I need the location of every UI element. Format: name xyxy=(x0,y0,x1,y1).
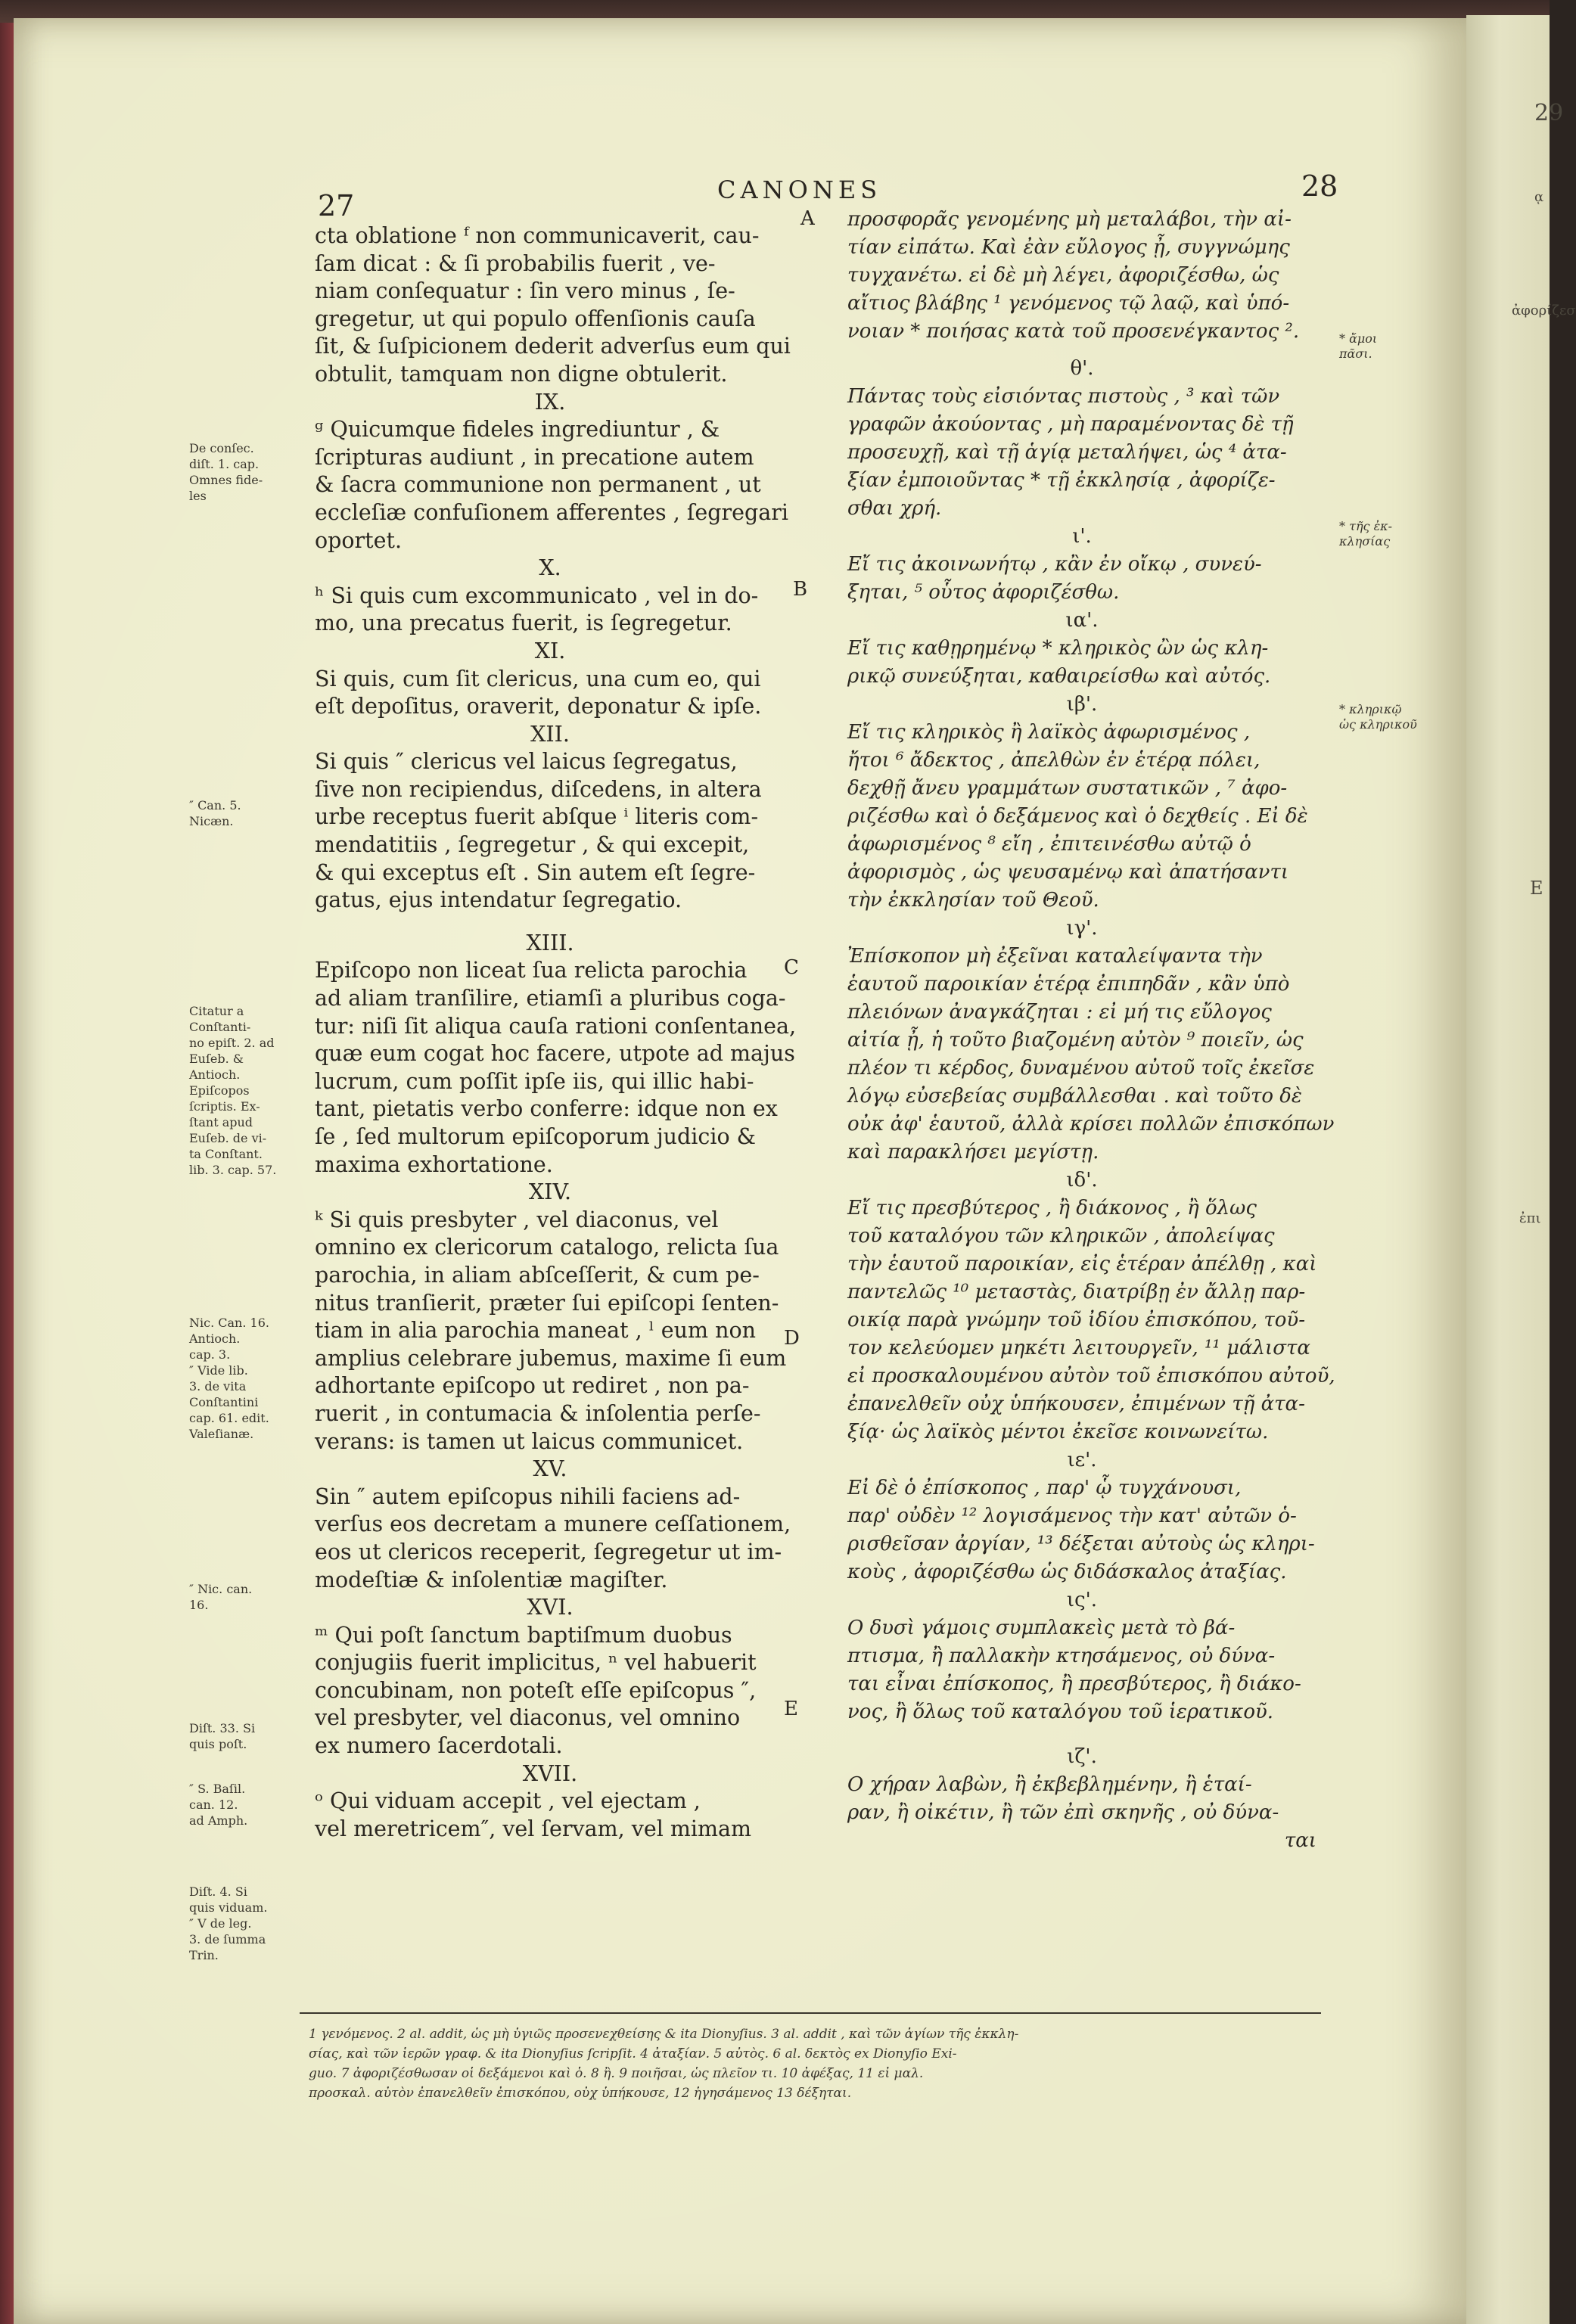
latin-line: parochia, in aliam abſceſſerit, & cum pe- xyxy=(315,1262,760,1288)
margin-note-line: Antioch. xyxy=(189,1331,241,1346)
margin-note-line: ſtant apud xyxy=(189,1115,253,1129)
latin-line: ᵐ Qui poſt ſanctum baptiſmum duobus xyxy=(315,1622,732,1648)
greek-line: τίαν εἰπάτω. Καὶ ἐὰν εὔλογος ᾖ, συγγνώμης xyxy=(847,236,1290,259)
margin-note-line: Diſt. 33. Si xyxy=(189,1721,256,1735)
margin-note-line: Diſt. 4. Si xyxy=(189,1884,247,1899)
latin-line: ſit, & ſuſpicionem dederit adverſus eum qui xyxy=(315,334,791,359)
latin-line: ad aliam tranſilire, etiamſi a pluribus cogа- xyxy=(315,986,786,1011)
book-cover-edge xyxy=(0,23,15,2324)
margin-note xyxy=(1339,331,1453,362)
facing-page-fragment: ἀφορίζεσ xyxy=(1512,303,1576,318)
margin-note-line: ſcriptis. Ex- xyxy=(189,1099,260,1114)
latin-line: omnino ex clericorum catalogo, relicta ſua xyxy=(315,1235,779,1260)
margin-note-line: De conſec. xyxy=(189,441,254,455)
section-marker: B xyxy=(793,578,808,601)
margin-note xyxy=(189,1781,288,1828)
facing-page-edge xyxy=(1466,15,1576,2324)
greek-line: οικίᾳ παρὰ γνώμην τοῦ ἰδίου ἐπισκόπου, τοῦ- xyxy=(847,1309,1306,1331)
greek-canon-number: ιε'. xyxy=(1067,1449,1097,1471)
latin-line: ᵍ Quicumque fideles ingrediuntur , & xyxy=(315,417,720,443)
latin-line: gregetur, ut qui populo offenſionis cauſa xyxy=(315,306,756,331)
margin-note-line: * τῆς ἐκ- xyxy=(1339,519,1393,533)
canon-heading: XVII. xyxy=(522,1760,578,1786)
footnotes xyxy=(309,2024,1330,2103)
greek-canon-number: ιζ'. xyxy=(1067,1745,1097,1768)
greek-line: ρισθεῖσαν ἀργίαν, ¹³ δέξεται αὐτοὺς ὡς κληρι- xyxy=(847,1533,1315,1555)
latin-line: mo, una precatus fuerit, is ſegregetur. xyxy=(315,611,732,636)
latin-line: obtulit, tamquam non digne obtulerit. xyxy=(315,361,728,387)
margin-note-line: 3. de vita xyxy=(189,1379,247,1393)
latin-line: concubinam, non poteſt eſſe epiſcopus ″, xyxy=(315,1677,757,1703)
latin-line: Si quis ″ clericus vel laicus ſegregatus, xyxy=(315,749,738,775)
greek-line: αἰτία ᾖ, ἡ τοῦτο βιαζομένη αὐτὸν ⁹ ποιεῖν, ὡς xyxy=(847,1029,1304,1052)
latin-line: ex numero ſacerdotali. xyxy=(315,1733,563,1759)
section-marker: D xyxy=(784,1327,800,1350)
margin-note-line: Citatur a xyxy=(189,1004,244,1018)
canon-heading: XV. xyxy=(533,1456,567,1482)
facing-page-fragment: ἐπι xyxy=(1519,1210,1541,1226)
greek-line: κοὺς , ἀφοριζέσθω ὡς διδάσκαλος ἀταξίας. xyxy=(847,1561,1287,1583)
margin-note-line: Epiſcopos xyxy=(189,1083,250,1098)
greek-line: Εἴ τις ἀκοινωνήτῳ , κἂν ἐν οἴκῳ , συνεύ- xyxy=(847,553,1262,576)
margin-note-line: ″ S. Baſil. xyxy=(189,1782,246,1796)
greek-canon-number: θ'. xyxy=(1070,357,1094,380)
margin-note xyxy=(189,1884,288,1963)
latin-line: mendatitiis , ſegregetur , & qui excepit, xyxy=(315,832,750,858)
latin-line: modeſtiæ & inſolentiæ magiſter. xyxy=(315,1567,668,1592)
greek-canon-number: ις'. xyxy=(1066,1589,1098,1611)
latin-line: cta oblatione ᶠ non communicaverit, cau- xyxy=(315,223,760,248)
greek-line: ἀφορισμὸς , ὡς ψευσαμένῳ καὶ ἀπατήσαντι xyxy=(847,861,1289,884)
greek-line: δεχθῇ ἄνευ γραμμάτων συστατικῶν , ⁷ ἀφο- xyxy=(847,777,1288,800)
footnote-line: 1 γενόμενος. 2 al. addit, ὡς μὴ ὑγιῶς προσενεχθείσης & ita Dionyſius. 3 al. addit , καὶ τῶν ἁγίων τῆς ἐκκλη- xyxy=(309,2027,1019,2042)
latin-line: ᵒ Qui viduam accepit , vel ejectam , xyxy=(315,1788,701,1814)
footnote-line: guo. 7 ἀφοριζέσθωσαν οἱ δεξάμενοι καὶ ὁ. 8 ἢ. 9 ποιῆσαι, ὡς πλεῖον τι. 10 ἀφέξας, 11 εἰ μαλ. xyxy=(309,2066,924,2081)
greek-line: εἰ προσκαλουμένου αὐτὸν τοῦ ἐπισκόπου αὐτοῦ, xyxy=(847,1365,1335,1387)
margin-note-line: cap. 61. edit. xyxy=(189,1411,269,1425)
latin-line: conjugiis fuerit implicitus, ⁿ vel habuerit xyxy=(315,1650,757,1676)
latin-line: verans: is tamen ut laicus communicet. xyxy=(315,1428,744,1454)
latin-line: tiam in alia parochia maneat , ˡ eum non xyxy=(315,1318,756,1344)
margin-note-line: Antioch. xyxy=(189,1067,241,1082)
greek-line: ξίᾳ· ὡς λαϊκὸς μέντοι ἐκεῖσε κοινωνείτω. xyxy=(847,1421,1269,1443)
greek-line: λόγῳ εὐσεβείας συμβάλλεσθαι . καὶ τοῦτο δὲ xyxy=(847,1085,1302,1108)
margin-note xyxy=(189,797,288,829)
greek-line: Πάντας τοὺς εἰσιόντας πιστοὺς , ³ καὶ τῶν xyxy=(847,385,1280,408)
footnote-line: σίας, καὶ τῶν ἱερῶν γραφ. & ita Dionyſius ſcripſit. 4 ἀταξίαν. 5 αὐτὸς. 6 al. δεκτὸς ex Dionyſio Exi- xyxy=(309,2046,957,2061)
greek-line: Ἐπίσκοπον μὴ ἐξεῖναι καταλείψαντα τὴν xyxy=(847,945,1263,968)
greek-line: πτισμα, ἢ παλλακὴν κτησάμενος, οὐ δύνα- xyxy=(847,1645,1276,1667)
canon-heading: X. xyxy=(539,555,561,581)
greek-canon-number: ιγ'. xyxy=(1066,917,1098,940)
canon-heading: IX. xyxy=(534,389,566,415)
margin-note-line: Nic. Can. 16. xyxy=(189,1316,269,1330)
greek-line: νος, ἢ ὅλως τοῦ καταλόγου τοῦ ἱερατικοῦ. xyxy=(847,1701,1274,1723)
margin-note-line: Omnes fide- xyxy=(189,473,263,487)
latin-line: eſt depoſitus, oraverit, deponatur & ipſe. xyxy=(315,694,762,719)
canon-heading: XI. xyxy=(534,638,566,663)
margin-note xyxy=(189,1581,288,1613)
latin-line: urbe receptus fuerit abſque ⁱ literis com- xyxy=(315,804,759,830)
margin-note-line: ″ Can. 5. xyxy=(189,798,241,812)
greek-line: τον κελεύομεν μηκέτι λειτουργεῖν, ¹¹ μάλιστα xyxy=(847,1337,1310,1359)
latin-line: maxima exhortatione. xyxy=(315,1151,553,1177)
margin-note-line: no epiſt. 2. ad xyxy=(189,1036,275,1050)
greek-line: αἴτιος βλάβης ¹ γενόμενος τῷ λαῷ, καὶ ὑπό- xyxy=(847,292,1290,315)
section-marker: A xyxy=(800,207,815,230)
margin-note-line: * κληρικῷ xyxy=(1339,702,1402,716)
latin-line: eos ut clericos receperit, ſegregetur ut im- xyxy=(315,1539,782,1564)
margin-note-line: πᾶσι. xyxy=(1339,346,1372,361)
footnote-rule xyxy=(300,2012,1321,2014)
latin-line: adhortante epiſcopo ut rediret , non pa- xyxy=(315,1373,750,1399)
margin-note-line: Conſtanti- xyxy=(189,1020,251,1034)
greek-line: παντελῶς ¹⁰ μεταστὰς, διατρίβῃ ἐν ἄλλῃ παρ- xyxy=(847,1281,1306,1303)
greek-canon-number: ια'. xyxy=(1065,609,1099,632)
margin-note-line: ad Amph. xyxy=(189,1813,248,1828)
margin-note-line: * ἄμοι xyxy=(1339,331,1378,346)
greek-line: γραφῶν ἀκούοντας , μὴ παραμένοντας δὲ τῇ xyxy=(847,413,1294,436)
canon-heading: XIII. xyxy=(526,930,574,955)
greek-line: παρ' οὐδὲν ¹² λογισάμενος τὴν κατ' αὐτῶν ὁ- xyxy=(847,1505,1297,1527)
margin-note-line: cap. 3. xyxy=(189,1347,231,1362)
latin-line: amplius celebrare jubemus, maxime ſi eum xyxy=(315,1345,787,1371)
greek-line: σθαι χρή. xyxy=(847,497,942,520)
latin-line: vel meretricem″, vel ſervam, vel mimam xyxy=(315,1816,752,1841)
margin-note xyxy=(189,1315,288,1442)
greek-line: τοῦ καταλόγου τῶν κληρικῶν , ἀπολείψας xyxy=(847,1225,1275,1247)
greek-line: καὶ παρακλήσει μεγίστῃ. xyxy=(847,1141,1099,1164)
margin-note-line: ″ Vide lib. xyxy=(189,1363,248,1378)
margin-note-line: ta Conſtant. xyxy=(189,1147,263,1161)
latin-line: lucrum, cum poſſit ipſe iis, qui illic habi- xyxy=(315,1068,754,1094)
margin-note-line: ″ Nic. can. xyxy=(189,1582,253,1596)
greek-canon-number: ιδ'. xyxy=(1066,1169,1098,1192)
latin-line: tant, pietatis verbo conferre: idque non ex xyxy=(315,1096,778,1122)
latin-line: gatus, ejus intendatur ſegregatio. xyxy=(315,887,682,913)
greek-line: ἑαυτοῦ παροικίαν ἑτέρᾳ ἐπιπηδᾶν , κἂν ὑπὸ xyxy=(847,973,1290,996)
margin-note-line: les xyxy=(189,489,207,503)
greek-line: πλειόνων ἀναγκάζηται : εἰ μή τις εὔλογος xyxy=(847,1001,1272,1024)
margin-note-line: can. 12. xyxy=(189,1797,238,1812)
latin-line: tur: niſi ſit aliqua cauſa rationi conſentanea, xyxy=(315,1013,797,1039)
greek-line: τὴν ἐκκλησίαν τοῦ Θεοῦ. xyxy=(847,889,1099,912)
margin-note-line: Euſeb. de vi- xyxy=(189,1131,267,1145)
margin-note xyxy=(189,1720,288,1752)
margin-note-line: quis viduam. xyxy=(189,1900,268,1915)
greek-line: Ο χήραν λαβὼν, ἢ ἐκβεβλημένην, ἢ ἑταί- xyxy=(847,1773,1252,1796)
greek-line: προσφορᾶς γενομένης μὴ μεταλάβοι, τὴν αἰ- xyxy=(847,208,1292,231)
margin-note xyxy=(189,440,288,504)
greek-line: ξηται, ⁵ οὗτος ἀφοριζέσθω. xyxy=(847,581,1120,604)
section-marker: E xyxy=(784,1698,798,1720)
facing-page-fragment: ᾳ xyxy=(1534,189,1544,205)
latin-line: & ſacra communione non permanent , ut xyxy=(315,472,761,498)
margin-note-line: diſt. 1. cap. xyxy=(189,457,260,471)
greek-line: τυγχανέτω. εἰ δὲ μὴ λέγει, ἀφοριζέσθω, ὡς xyxy=(847,264,1279,287)
margin-note xyxy=(1339,702,1453,732)
margin-note-line: lib. 3. cap. 57. xyxy=(189,1163,277,1177)
latin-line: quæ eum cogat hoc facere, utpote ad majus xyxy=(315,1041,795,1067)
greek-line: οὐκ ἀφ' ἑαυτοῦ, ἀλλὰ κρίσει πολλῶν ἐπισκόπων xyxy=(847,1113,1335,1136)
canon-heading: XVI. xyxy=(527,1595,574,1620)
greek-canon-number: ιβ'. xyxy=(1066,693,1098,716)
margin-note-line: κλησίας xyxy=(1339,534,1391,548)
latin-line: niam conſequatur : ſin vero minus , ſe- xyxy=(315,278,735,304)
footnote-line: προσκαλ. αὐτὸν ἐπανελθεῖν ἐπισκόπου, οὐχ ὑπήκουσε, 12 ἡγησάμενος 13 δέξηται. xyxy=(309,2086,852,2101)
margin-note-line: Trin. xyxy=(189,1948,219,1962)
margin-note xyxy=(1339,519,1453,549)
canon-heading: XIV. xyxy=(528,1179,572,1205)
right-page-number: 28 xyxy=(1301,169,1338,203)
greek-line: ται xyxy=(1284,1829,1316,1852)
facing-page-fragment: E xyxy=(1530,878,1543,899)
latin-line: oportet. xyxy=(315,527,403,553)
greek-line: ἀφωρισμένος ⁸ εἴη , ἐπιτεινέσθω αὐτῷ ὁ xyxy=(847,833,1251,856)
latin-line: ſive non recipiendus, diſcedens, in altera xyxy=(315,776,762,802)
margin-note xyxy=(189,1003,288,1178)
section-marker: C xyxy=(784,956,799,979)
greek-line: ριζέσθω καὶ ὁ δεξάμενος καὶ ὁ δεχθείς . Εἰ δὲ xyxy=(847,805,1308,828)
running-title: CANONES xyxy=(717,176,882,204)
greek-line: προσευχῇ, καὶ τῇ ἁγίᾳ μεταλήψει, ὡς ⁴ ἀτα- xyxy=(847,441,1287,464)
greek-line: ται εἶναι ἐπίσκοπος, ἢ πρεσβύτερος, ἢ διάκο- xyxy=(847,1673,1301,1695)
margin-note-line: quis poſt. xyxy=(189,1737,247,1751)
latin-line: ruerit , in contumacia & inſolentia perſe- xyxy=(315,1400,761,1426)
margin-note-line: ″ V de leg. xyxy=(189,1916,252,1931)
greek-line: Ο δυσὶ γάμοις συμπλακεὶς μετὰ τὸ βά- xyxy=(847,1617,1236,1639)
latin-line: ſcripturas audiunt , in precatione autem xyxy=(315,444,754,470)
greek-line: ξίαν ἐμποιοῦντας * τῇ ἐκκλησίᾳ , ἀφορίζε- xyxy=(847,469,1276,492)
greek-line: τὴν ἑαυτοῦ παροικίαν, εἰς ἑτέραν ἀπέλθῃ , καὶ xyxy=(847,1253,1317,1275)
margin-note-line: Conſtantini xyxy=(189,1395,259,1409)
greek-line: ἤτοι ⁶ ἄδεκτος , ἀπελθὼν ἐν ἑτέρᾳ πόλει, xyxy=(847,749,1260,772)
latin-line: eccleſiæ confuſionem afferentes , ſegregari xyxy=(315,499,788,525)
margin-note-line: ὡς κληρικοῦ xyxy=(1339,717,1417,732)
latin-line: vel presbyter, vel diaconus, vel omnino xyxy=(315,1705,741,1731)
margin-note-line: Valeſianæ. xyxy=(189,1427,254,1441)
margin-note-line: 16. xyxy=(189,1598,209,1612)
latin-line: ſam dicat : & ſi probabilis fuerit , ve- xyxy=(315,250,716,276)
greek-canon-number: ι'. xyxy=(1072,525,1092,548)
left-book-page xyxy=(14,18,1466,2324)
greek-line: Εἴ τις καθῃρημένῳ * κληρικὸς ὢν ὡς κλη- xyxy=(847,637,1269,660)
greek-column xyxy=(847,206,1335,1855)
latin-line: Sin ″ autem epiſcopus nihili faciens ad- xyxy=(315,1484,741,1509)
greek-line: Εἴ τις πρεσβύτερος , ἢ διάκονος , ἢ ὅλως xyxy=(847,1197,1257,1219)
latin-line: Si quis, cum ſit clericus, una cum eo, qui xyxy=(315,666,761,691)
facing-page-number: 29 xyxy=(1534,100,1564,126)
latin-line: Epiſcopo non liceat ſua relicta parochia xyxy=(315,958,748,983)
latin-line: ſe , ſed multorum epiſcoporum judicio & xyxy=(315,1124,757,1149)
latin-line: nitus tranſierit, præter ſui epiſcopi ſenten- xyxy=(315,1290,779,1316)
greek-line: ρικῷ συνεύξηται, καθαιρείσθω καὶ αὐτός. xyxy=(847,665,1271,688)
greek-line: Εἴ τις κληρικὸς ἢ λαϊκὸς ἀφωρισμένος , xyxy=(847,721,1251,744)
margin-note-line: 3. de ſumma xyxy=(189,1932,266,1947)
latin-line: ʰ Si quis cum excommunicato , vel in do- xyxy=(315,583,759,608)
canon-heading: XII. xyxy=(530,721,570,747)
greek-line: πλέον τι κέρδος, δυναμένου αὐτοῦ τοῖς ἐκεῖσε xyxy=(847,1057,1315,1080)
margin-note-line: Nicæn. xyxy=(189,814,234,828)
greek-line: νοιαν * ποιήσας κατὰ τοῦ προσενέγκαντος ². xyxy=(847,320,1300,343)
left-page-number: 27 xyxy=(318,189,355,222)
latin-line: ᵏ Si quis presbyter , vel diaconus, vel xyxy=(315,1207,719,1232)
latin-line: & qui exceptus eſt . Sin autem eſt ſegre- xyxy=(315,859,756,885)
latin-line: verſus eos decretam a munere ceſſationem, xyxy=(315,1512,791,1537)
greek-line: Εἰ δὲ ὁ ἐπίσκοπος , παρ' ᾧ τυγχάνουσι, xyxy=(847,1477,1242,1499)
greek-line: ραν, ἢ οἰκέτιν, ἢ τῶν ἐπὶ σκηνῆς , οὐ δύνα- xyxy=(847,1801,1279,1824)
latin-column xyxy=(315,222,797,1843)
margin-note-line: Euſeb. & xyxy=(189,1052,244,1066)
greek-line: ἐπανελθεῖν οὐχ ὑπήκουσεν, ἐπιμένων τῇ ἀτα- xyxy=(847,1393,1305,1415)
